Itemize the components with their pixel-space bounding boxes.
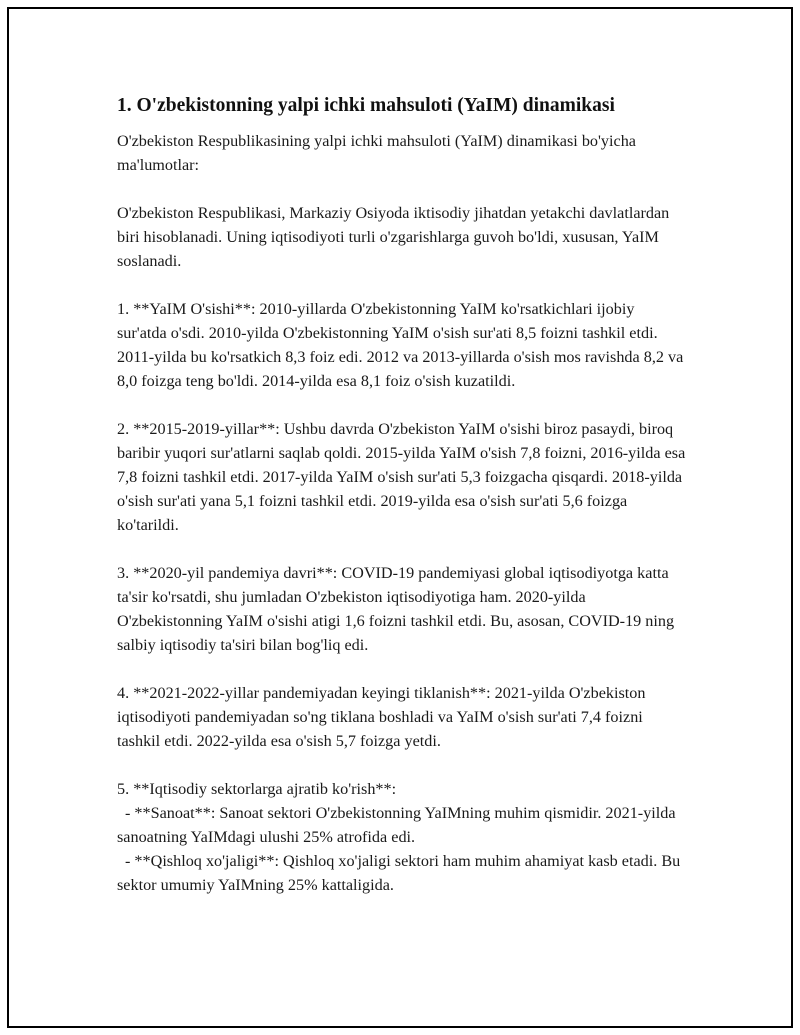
section-economic-sectors (117, 777, 687, 897)
section-2021-2022-recovery: 4. **2021-2022-yillar pandemiyadan keyingi tiklanish**: 2021-yilda O'zbekiston iqtisodiyoti pandemiyadan so'ng tiklana boshladi va YaIM o'sish sur'ati 7,4 foizni tashkil etdi. 2022-yilda esa o'sish 5,7 foizga yetdi. (117, 684, 646, 750)
section-economic-sectors-heading: 5. **Iqtisodiy sektorlarga ajratib ko'rish**: (117, 780, 397, 798)
list-item-agriculture-text: - **Qishloq xo'jaligi**: Qishloq xo'jaligi sektori ham muhim ahamiyat kasb etadi. Bu sektor umumiy YaIMning 25% kattaligida. (117, 852, 681, 894)
document-body (117, 92, 687, 921)
section-2015-2019: 2. **2015-2019-yillar**: Ushbu davrda O'zbekiston YaIM o'sishi biroz pasaydi, biroq baribir yuqori sur'atlarni saqlab qoldi. 2015-yilda YaIM o'sish 7,8 foizni, 2016-yilda esa 7,8 foizni tashkil etdi. 2017-yilda YaIM o'sish sur'ati 5,3 foizgacha qisqardi. 2018-yilda o'sish sur'ati yana 5,1 foizni tashkil etdi. 2019-yilda esa o'sish sur'ati 5,6 foizga ko'tarildi. (117, 420, 686, 534)
section-2020-pandemic: 3. **2020-yil pandemiya davri**: COVID-19 pandemiyasi global iqtisodiyotga katta ta'sir ko'rsatdi, shu jumladan O'zbekiston iqtisodiyotiga ham. 2020-yilda O'zbekistonning YaIM o'sishi atigi 1,6 foizni tashkil etdi. Bu, asosan, COVID-19 ning salbiy iqtisodiy ta'siri bilan bog'liq edi. (117, 564, 675, 654)
document-title: 1. O'zbekistonning yalpi ichki mahsuloti (YaIM) dinamikasi (117, 95, 615, 116)
list-item-industry (117, 801, 687, 849)
list-item-agriculture (117, 849, 687, 897)
section-gdp-growth: 1. **YaIM O'sishi**: 2010-yillarda O'zbekistonning YaIM ko'rsatkichlari ijobiy sur'atda o'sdi. 2010-yilda O'zbekistonning YaIM o'sish sur'ati 8,5 foizni tashkil etdi. 2011-yilda bu ko'rsatkich 8,3 foiz edi. 2012 va 2013-yillarda o'sish mos ravishda 8,2 va 8,0 foizga teng bo'ldi. 2014-yilda esa 8,1 foiz o'sish kuzatildi. (117, 300, 684, 390)
list-item-industry-text: - **Sanoat**: Sanoat sektori O'zbekistonning YaIMning muhim qismidir. 2021-yilda sanoatning YaIMdagi ulushi 25% atrofida edi. (117, 804, 676, 846)
overview-paragraph: O'zbekiston Respublikasi, Markaziy Osiyoda iktisodiy jihatdan yetakchi davlatlardan biri hisoblanadi. Uning iqtisodiyoti turli o'zgarishlarga guvoh bo'ldi, xususan, YaIM soslanadi. (117, 204, 670, 270)
intro-paragraph: O'zbekiston Respublikasining yalpi ichki mahsuloti (YaIM) dinamikasi bo'yicha ma'lumotlar: (117, 132, 636, 174)
